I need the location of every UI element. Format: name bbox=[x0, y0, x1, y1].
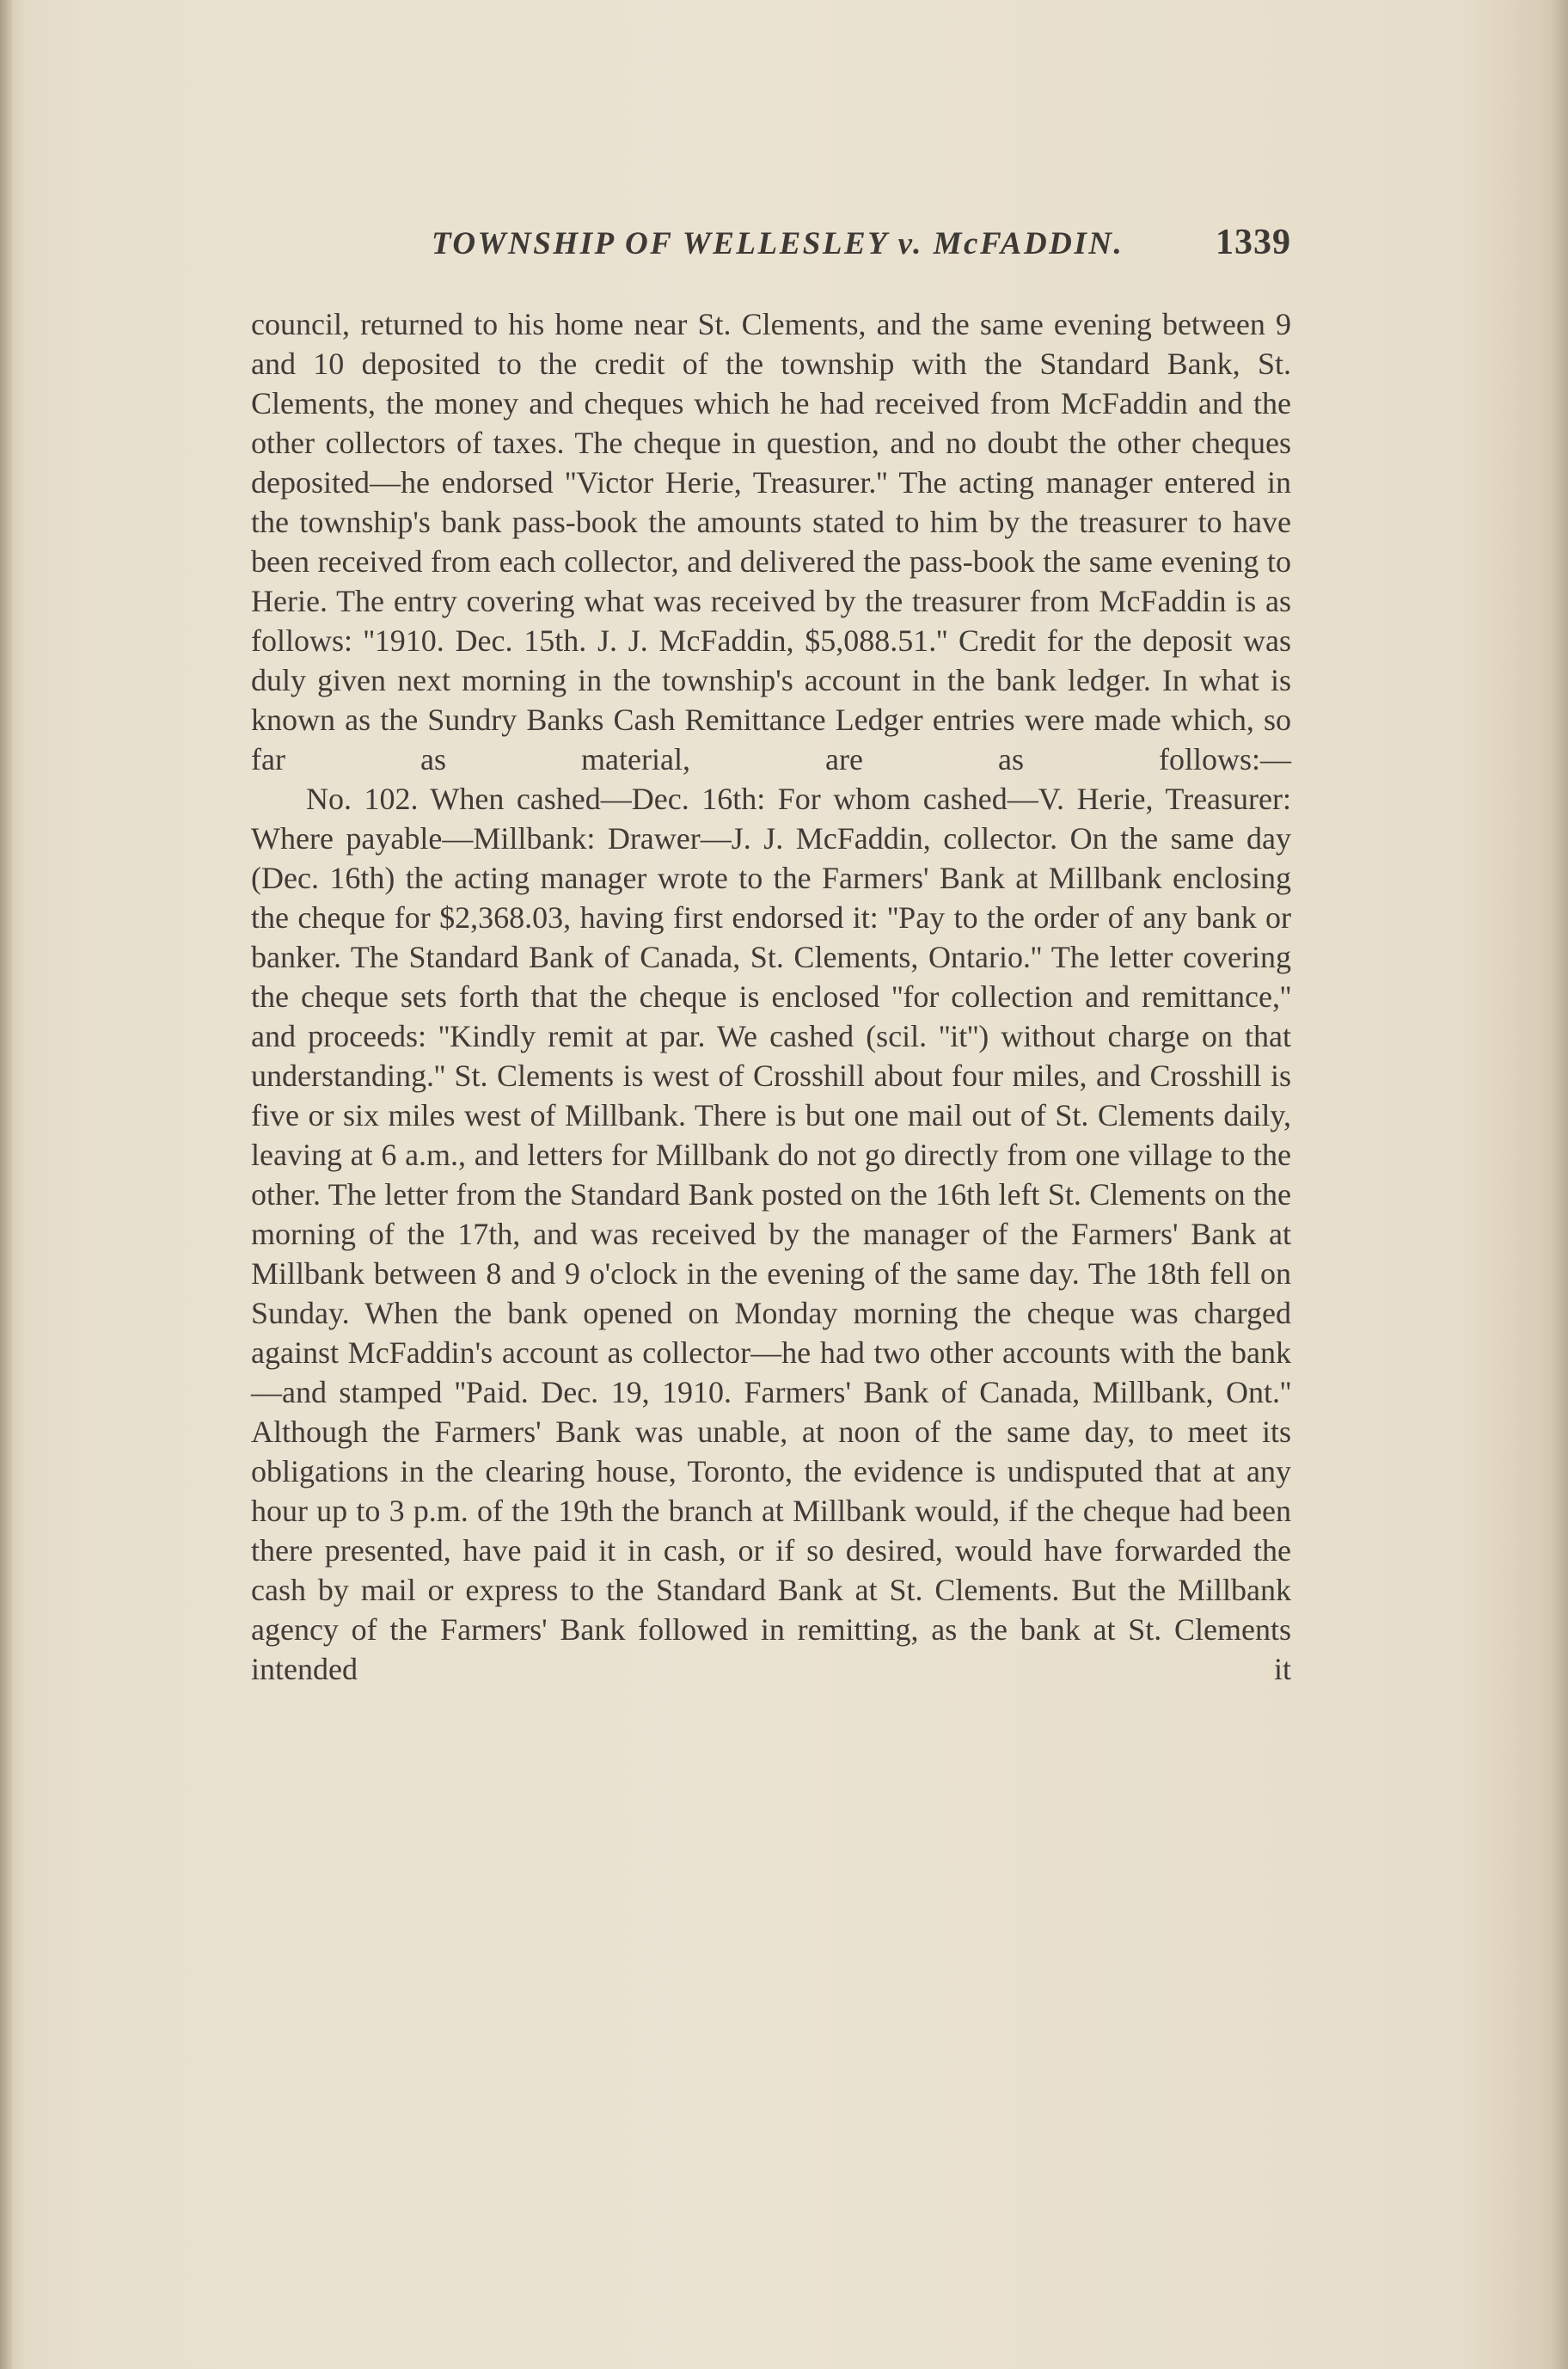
running-title: TOWNSHIP OF WELLESLEY v. McFADDIN. bbox=[432, 226, 1124, 261]
paragraph-2: No. 102. When cashed—Dec. 16th: For whom cashed—V. Herie, Treasurer: Where payable—Millbank: Drawer—J. J. McFaddin, collector. On the same day (Dec. 16th) the acting manager wrote to the Farmers' Bank at Millbank enclosing the cheque for $2,368.03, having first endorsed it: ''Pay to the order of any bank or banker. The Standard Bank of Canada, St. Clements, Ontario.'' The letter covering the cheque sets forth that the cheque is enclosed ''for collection and remittance,'' and proceeds: ''Kindly remit at par. We cashed (scil. ''it'') without charge on that understanding.'' St. Clements is west of Crosshill about four miles, and Crosshill is five or six miles west of Millbank. There is but one mail out of St. Clements daily, leaving at 6 a.m., and letters for Millbank do not go directly from one village to the other. The letter from the Standard Bank posted on the 16th left St. Clements on the morning of the 17th, and was received by the manager of the Farmers' Bank at Millbank between 8 and 9 o'clock in the evening of the same day. The 18th fell on Sunday. When the bank opened on Monday morning the cheque was charged against McFaddin's account as collector—he had two other accounts with the bank—and stamped ''Paid. Dec. 19, 1910. Farmers' Bank of Canada, Millbank, Ont.'' Although the Farmers' Bank was unable, at noon of the same day, to meet its obligations in the clearing house, Toronto, the evidence is undisputed that at any hour up to 3 p.m. of the 19th the branch at Millbank would, if the cheque had been there presented, have paid it in cash, or if so desired, would have forwarded the cash by mail or express to the Standard Bank at St. Clements. But the Millbank agency of the Farmers' Bank followed in remitting, as the bank at St. Clements intended it bbox=[251, 782, 1291, 1686]
paragraph-1: council, returned to his home near St. Clements, and the same evening between 9 and 10 deposited to the credit of the township with the Standard Bank, St. Clements, the money and cheques which he had received from McFaddin and the other collectors of taxes. The cheque in question, and no doubt the other cheques deposited—he endorsed ''Victor Herie, Treasurer.'' The acting manager entered in the township's bank pass-book the amounts stated to him by the treasurer to have been received from each collector, and delivered the pass-book the same evening to Herie. The entry covering what was received by the treasurer from McFaddin is as follows: ''1910. Dec. 15th. J. J. McFaddin, $5,088.51.'' Credit for the deposit was duly given next morning in the township's account in the bank ledger. In what is known as the Sundry Banks Cash Remittance Ledger entries were made which, so far as material, are as follows:— bbox=[251, 307, 1291, 776]
body-text bbox=[251, 304, 1291, 1689]
page-header bbox=[251, 225, 1291, 273]
page-binding-edge bbox=[0, 0, 12, 2369]
page-outer-edge bbox=[1549, 0, 1568, 2369]
page-number: 1339 bbox=[1216, 223, 1291, 262]
